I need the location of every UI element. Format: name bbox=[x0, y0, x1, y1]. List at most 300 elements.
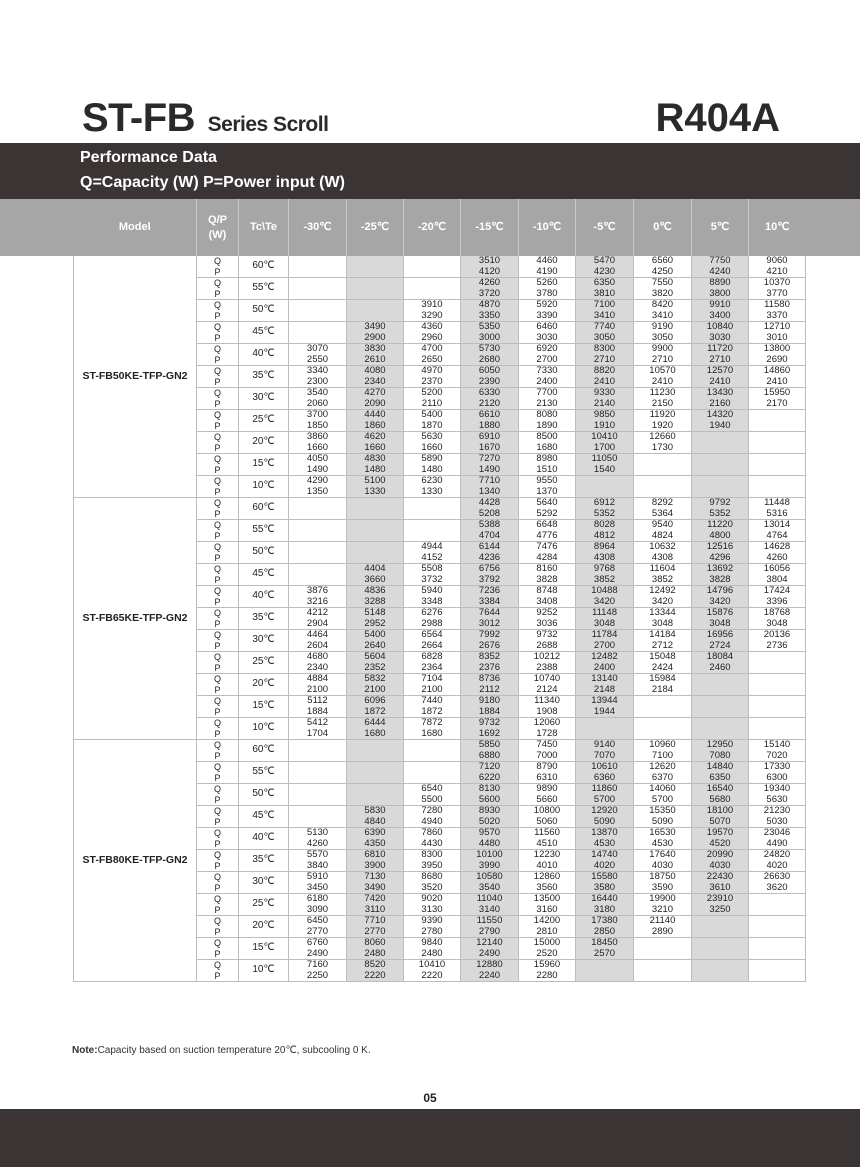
data-cell: 13014 bbox=[749, 520, 806, 531]
data-cell: 1660 bbox=[404, 443, 461, 454]
note-text: Capacity based on suction temperature 20℃, subcooling 0 K. bbox=[97, 1045, 371, 1056]
data-cell: 15350 bbox=[634, 806, 692, 817]
column-header: 5℃ bbox=[692, 199, 749, 256]
data-cell: 5112 bbox=[289, 696, 347, 707]
data-cell bbox=[289, 256, 347, 267]
data-cell: 6390 bbox=[347, 828, 404, 839]
data-cell: 7872 bbox=[404, 718, 461, 729]
data-cell: 5630 bbox=[404, 432, 461, 443]
data-cell bbox=[347, 509, 404, 520]
data-cell: 11550 bbox=[461, 916, 519, 927]
qp-label: P bbox=[197, 531, 239, 542]
data-cell: 11604 bbox=[634, 564, 692, 575]
data-cell: 9910 bbox=[692, 300, 749, 311]
data-cell: 21230 bbox=[749, 806, 806, 817]
data-cell: 9330 bbox=[576, 388, 634, 399]
data-cell: 2960 bbox=[404, 333, 461, 344]
data-cell: 5148 bbox=[347, 608, 404, 619]
data-cell bbox=[634, 938, 692, 949]
data-cell bbox=[404, 751, 461, 762]
qp-label: P bbox=[197, 399, 239, 410]
title-subtitle: Series Scroll bbox=[207, 113, 329, 136]
qp-label: P bbox=[197, 927, 239, 938]
qp-label: P bbox=[197, 553, 239, 564]
note-label: Note: bbox=[72, 1045, 98, 1056]
data-cell bbox=[347, 542, 404, 553]
data-cell bbox=[289, 498, 347, 509]
qp-label: P bbox=[197, 377, 239, 388]
data-cell: 4764 bbox=[749, 531, 806, 542]
data-cell: 3804 bbox=[749, 575, 806, 586]
data-cell: 2710 bbox=[634, 355, 692, 366]
data-cell: 7236 bbox=[461, 586, 519, 597]
data-cell bbox=[749, 685, 806, 696]
data-cell: 2410 bbox=[749, 377, 806, 388]
data-cell: 3560 bbox=[519, 883, 576, 894]
data-cell: 12620 bbox=[634, 762, 692, 773]
data-cell: 3140 bbox=[461, 905, 519, 916]
data-cell bbox=[289, 531, 347, 542]
data-cell bbox=[749, 465, 806, 476]
data-cell: 4944 bbox=[404, 542, 461, 553]
data-cell: 9060 bbox=[749, 256, 806, 267]
condensing-temp: 15℃ bbox=[239, 938, 289, 960]
condensing-temp: 55℃ bbox=[239, 278, 289, 300]
data-cell: 6810 bbox=[347, 850, 404, 861]
data-cell bbox=[749, 894, 806, 905]
qp-label: Q bbox=[197, 784, 239, 795]
data-cell bbox=[289, 806, 347, 817]
qp-label: P bbox=[197, 861, 239, 872]
data-cell: 5730 bbox=[461, 344, 519, 355]
qp-label: Q bbox=[197, 344, 239, 355]
data-cell: 8500 bbox=[519, 432, 576, 443]
data-cell: 4152 bbox=[404, 553, 461, 564]
data-cell: 6220 bbox=[461, 773, 519, 784]
data-cell bbox=[347, 531, 404, 542]
data-cell: 23046 bbox=[749, 828, 806, 839]
data-cell: 5700 bbox=[576, 795, 634, 806]
qp-label: Q bbox=[197, 652, 239, 663]
data-cell: 3130 bbox=[404, 905, 461, 916]
data-cell: 1330 bbox=[347, 487, 404, 498]
data-cell bbox=[404, 278, 461, 289]
data-cell bbox=[347, 751, 404, 762]
data-cell bbox=[692, 927, 749, 938]
data-cell bbox=[347, 520, 404, 531]
data-cell: 5640 bbox=[519, 498, 576, 509]
data-cell: 6096 bbox=[347, 696, 404, 707]
data-cell: 15950 bbox=[749, 388, 806, 399]
data-cell: 4884 bbox=[289, 674, 347, 685]
data-cell bbox=[749, 927, 806, 938]
data-cell: 3700 bbox=[289, 410, 347, 421]
data-cell: 5020 bbox=[461, 817, 519, 828]
data-cell: 5600 bbox=[461, 795, 519, 806]
data-cell: 9252 bbox=[519, 608, 576, 619]
data-cell: 5352 bbox=[692, 509, 749, 520]
model-group bbox=[74, 256, 806, 498]
data-cell: 8820 bbox=[576, 366, 634, 377]
data-cell: 10410 bbox=[404, 960, 461, 971]
data-cell: 3290 bbox=[404, 311, 461, 322]
data-cell: 4812 bbox=[576, 531, 634, 542]
data-cell: 5208 bbox=[461, 509, 519, 520]
data-cell: 9732 bbox=[461, 718, 519, 729]
data-cell: 5920 bbox=[519, 300, 576, 311]
data-cell: 7420 bbox=[347, 894, 404, 905]
data-cell bbox=[404, 531, 461, 542]
data-cell: 9020 bbox=[404, 894, 461, 905]
data-cell: 2890 bbox=[634, 927, 692, 938]
data-cell: 3780 bbox=[519, 289, 576, 300]
qp-label: Q bbox=[197, 278, 239, 289]
data-cell: 7000 bbox=[519, 751, 576, 762]
data-cell: 3540 bbox=[289, 388, 347, 399]
condensing-temp: 20℃ bbox=[239, 916, 289, 938]
qp-label: P bbox=[197, 707, 239, 718]
data-cell: 4464 bbox=[289, 630, 347, 641]
data-cell: 3860 bbox=[289, 432, 347, 443]
condensing-temp: 50℃ bbox=[239, 784, 289, 806]
condensing-temp: 35℃ bbox=[239, 850, 289, 872]
condensing-temp: 25℃ bbox=[239, 894, 289, 916]
data-cell bbox=[692, 476, 749, 487]
data-cell: 7710 bbox=[461, 476, 519, 487]
data-cell: 2130 bbox=[519, 399, 576, 410]
condensing-temp: 20℃ bbox=[239, 432, 289, 454]
data-cell: 3900 bbox=[347, 861, 404, 872]
data-cell: 3580 bbox=[576, 883, 634, 894]
data-cell bbox=[289, 300, 347, 311]
data-cell: 2676 bbox=[461, 641, 519, 652]
data-cell: 19570 bbox=[692, 828, 749, 839]
condensing-temp: 50℃ bbox=[239, 542, 289, 564]
data-cell: 5604 bbox=[347, 652, 404, 663]
data-cell: 3720 bbox=[461, 289, 519, 300]
data-cell: 17640 bbox=[634, 850, 692, 861]
data-cell: 4360 bbox=[404, 322, 461, 333]
qp-label: Q bbox=[197, 938, 239, 949]
qp-label: P bbox=[197, 421, 239, 432]
data-cell: 3490 bbox=[347, 883, 404, 894]
data-cell: 18768 bbox=[749, 608, 806, 619]
data-cell: 6610 bbox=[461, 410, 519, 421]
condensing-temp: 30℃ bbox=[239, 388, 289, 410]
data-cell: 11920 bbox=[634, 410, 692, 421]
data-cell: 4308 bbox=[576, 553, 634, 564]
data-cell bbox=[749, 949, 806, 960]
data-cell: 7550 bbox=[634, 278, 692, 289]
data-cell bbox=[576, 476, 634, 487]
data-cell: 13692 bbox=[692, 564, 749, 575]
data-cell: 4776 bbox=[519, 531, 576, 542]
data-cell: 5350 bbox=[461, 322, 519, 333]
data-cell: 4530 bbox=[576, 839, 634, 850]
data-cell: 2490 bbox=[461, 949, 519, 960]
data-cell: 13870 bbox=[576, 828, 634, 839]
data-cell: 12880 bbox=[461, 960, 519, 971]
data-cell bbox=[289, 795, 347, 806]
qp-label: P bbox=[197, 839, 239, 850]
data-cell: 1692 bbox=[461, 729, 519, 740]
data-cell: 4530 bbox=[634, 839, 692, 850]
data-cell: 2810 bbox=[519, 927, 576, 938]
data-cell bbox=[289, 751, 347, 762]
data-cell: 4490 bbox=[749, 839, 806, 850]
data-cell: 14184 bbox=[634, 630, 692, 641]
data-cell: 12140 bbox=[461, 938, 519, 949]
data-cell: 1890 bbox=[519, 421, 576, 432]
data-cell: 15048 bbox=[634, 652, 692, 663]
data-cell: 2100 bbox=[347, 685, 404, 696]
data-cell: 12060 bbox=[519, 718, 576, 729]
data-cell bbox=[749, 696, 806, 707]
data-cell: 18100 bbox=[692, 806, 749, 817]
data-cell: 6330 bbox=[461, 388, 519, 399]
data-cell: 3048 bbox=[692, 619, 749, 630]
data-cell: 2370 bbox=[404, 377, 461, 388]
performance-table bbox=[73, 199, 806, 982]
data-cell: 5400 bbox=[347, 630, 404, 641]
qp-label: P bbox=[197, 971, 239, 982]
data-cell: 13500 bbox=[519, 894, 576, 905]
data-cell bbox=[289, 740, 347, 751]
data-cell: 5830 bbox=[347, 806, 404, 817]
qp-label: Q bbox=[197, 586, 239, 597]
data-cell: 14060 bbox=[634, 784, 692, 795]
qp-label: Q bbox=[197, 762, 239, 773]
data-cell: 6444 bbox=[347, 718, 404, 729]
table-row bbox=[74, 740, 806, 751]
data-cell: 8680 bbox=[404, 872, 461, 883]
condensing-temp: 10℃ bbox=[239, 960, 289, 982]
data-cell: 3250 bbox=[692, 905, 749, 916]
data-cell: 12920 bbox=[576, 806, 634, 817]
data-cell: 3420 bbox=[692, 597, 749, 608]
data-cell: 4236 bbox=[461, 553, 519, 564]
data-cell: 7100 bbox=[634, 751, 692, 762]
qp-label: Q bbox=[197, 850, 239, 861]
data-cell bbox=[289, 564, 347, 575]
data-cell: 6920 bbox=[519, 344, 576, 355]
data-cell: 4120 bbox=[461, 267, 519, 278]
data-cell: 3950 bbox=[404, 861, 461, 872]
data-cell bbox=[576, 971, 634, 982]
condensing-temp: 15℃ bbox=[239, 454, 289, 476]
data-cell: 5630 bbox=[749, 795, 806, 806]
data-cell bbox=[289, 542, 347, 553]
data-cell: 1330 bbox=[404, 487, 461, 498]
data-cell bbox=[692, 938, 749, 949]
data-cell: 4620 bbox=[347, 432, 404, 443]
data-cell bbox=[404, 289, 461, 300]
data-cell: 6360 bbox=[576, 773, 634, 784]
data-cell bbox=[634, 960, 692, 971]
qp-label: Q bbox=[197, 410, 239, 421]
data-cell: 19900 bbox=[634, 894, 692, 905]
data-cell: 1872 bbox=[347, 707, 404, 718]
data-cell: 4520 bbox=[692, 839, 749, 850]
data-cell bbox=[289, 817, 347, 828]
data-cell bbox=[749, 476, 806, 487]
data-cell bbox=[692, 454, 749, 465]
data-cell: 15876 bbox=[692, 608, 749, 619]
condensing-temp: 25℃ bbox=[239, 410, 289, 432]
data-cell: 9792 bbox=[692, 498, 749, 509]
qp-label: Q bbox=[197, 542, 239, 553]
data-cell: 2410 bbox=[634, 377, 692, 388]
data-cell: 7476 bbox=[519, 542, 576, 553]
data-cell: 8930 bbox=[461, 806, 519, 817]
data-cell: 13944 bbox=[576, 696, 634, 707]
data-cell: 3348 bbox=[404, 597, 461, 608]
condensing-temp: 45℃ bbox=[239, 564, 289, 586]
data-cell bbox=[289, 553, 347, 564]
data-cell: 10840 bbox=[692, 322, 749, 333]
data-cell: 4840 bbox=[347, 817, 404, 828]
data-cell: 1350 bbox=[289, 487, 347, 498]
data-cell: 9840 bbox=[404, 938, 461, 949]
data-cell: 3990 bbox=[461, 861, 519, 872]
data-cell: 2280 bbox=[519, 971, 576, 982]
data-cell: 2850 bbox=[576, 927, 634, 938]
data-cell bbox=[404, 256, 461, 267]
data-cell: 5352 bbox=[576, 509, 634, 520]
qp-label: P bbox=[197, 949, 239, 960]
qp-label: Q bbox=[197, 256, 239, 267]
data-cell: 2690 bbox=[749, 355, 806, 366]
data-cell: 2680 bbox=[461, 355, 519, 366]
qp-label: P bbox=[197, 311, 239, 322]
data-cell bbox=[634, 476, 692, 487]
data-cell: 3000 bbox=[461, 333, 519, 344]
data-cell: 1700 bbox=[576, 443, 634, 454]
data-cell: 18450 bbox=[576, 938, 634, 949]
data-cell: 2640 bbox=[347, 641, 404, 652]
data-cell bbox=[634, 465, 692, 476]
data-cell: 2424 bbox=[634, 663, 692, 674]
qp-label: Q bbox=[197, 608, 239, 619]
data-cell: 2490 bbox=[289, 949, 347, 960]
data-cell: 2100 bbox=[404, 685, 461, 696]
data-cell: 6564 bbox=[404, 630, 461, 641]
data-cell bbox=[749, 432, 806, 443]
data-cell bbox=[289, 762, 347, 773]
data-cell: 8292 bbox=[634, 498, 692, 509]
data-cell: 4020 bbox=[749, 861, 806, 872]
data-cell: 2700 bbox=[576, 641, 634, 652]
footer-bar bbox=[0, 1109, 860, 1167]
data-cell: 3036 bbox=[519, 619, 576, 630]
data-cell: 3160 bbox=[519, 905, 576, 916]
data-cell: 12482 bbox=[576, 652, 634, 663]
data-cell: 5260 bbox=[519, 278, 576, 289]
data-cell: 8980 bbox=[519, 454, 576, 465]
data-cell: 2184 bbox=[634, 685, 692, 696]
qp-label: P bbox=[197, 663, 239, 674]
data-cell: 2364 bbox=[404, 663, 461, 674]
page-number: 05 bbox=[423, 1091, 437, 1105]
data-cell: 4250 bbox=[634, 267, 692, 278]
data-cell: 8352 bbox=[461, 652, 519, 663]
data-cell: 3030 bbox=[519, 333, 576, 344]
data-cell: 14740 bbox=[576, 850, 634, 861]
data-cell bbox=[692, 960, 749, 971]
qp-label: Q bbox=[197, 872, 239, 883]
data-cell bbox=[692, 718, 749, 729]
banner-subtitle: Q=Capacity (W) P=Power input (W) bbox=[80, 174, 345, 191]
data-cell: 5470 bbox=[576, 256, 634, 267]
data-cell: 2904 bbox=[289, 619, 347, 630]
data-cell bbox=[404, 509, 461, 520]
qp-label: P bbox=[197, 267, 239, 278]
qp-label: Q bbox=[197, 388, 239, 399]
data-cell: 4836 bbox=[347, 586, 404, 597]
qp-label: P bbox=[197, 619, 239, 630]
data-cell: 5412 bbox=[289, 718, 347, 729]
qp-label: Q bbox=[197, 454, 239, 465]
data-cell: 2712 bbox=[634, 641, 692, 652]
data-cell: 7160 bbox=[289, 960, 347, 971]
data-cell: 6310 bbox=[519, 773, 576, 784]
data-cell bbox=[347, 773, 404, 784]
data-cell: 2610 bbox=[347, 355, 404, 366]
condensing-temp: 10℃ bbox=[239, 718, 289, 740]
condensing-temp: 45℃ bbox=[239, 806, 289, 828]
data-cell bbox=[634, 971, 692, 982]
data-cell: 1730 bbox=[634, 443, 692, 454]
data-cell: 4296 bbox=[692, 553, 749, 564]
data-cell: 7644 bbox=[461, 608, 519, 619]
data-cell: 2480 bbox=[404, 949, 461, 960]
data-cell: 2250 bbox=[289, 971, 347, 982]
data-cell: 1680 bbox=[347, 729, 404, 740]
data-cell: 7750 bbox=[692, 256, 749, 267]
title-main: ST-FB bbox=[82, 96, 196, 140]
data-cell: 10488 bbox=[576, 586, 634, 597]
data-cell bbox=[289, 311, 347, 322]
data-cell: 2650 bbox=[404, 355, 461, 366]
data-cell: 4260 bbox=[289, 839, 347, 850]
data-cell: 4212 bbox=[289, 608, 347, 619]
data-cell: 14796 bbox=[692, 586, 749, 597]
data-cell: 2790 bbox=[461, 927, 519, 938]
data-cell bbox=[289, 575, 347, 586]
data-cell bbox=[347, 498, 404, 509]
data-cell: 5500 bbox=[404, 795, 461, 806]
data-cell: 2060 bbox=[289, 399, 347, 410]
data-cell: 5890 bbox=[404, 454, 461, 465]
data-cell: 3410 bbox=[576, 311, 634, 322]
data-cell: 1884 bbox=[289, 707, 347, 718]
data-cell: 3420 bbox=[576, 597, 634, 608]
data-cell: 8736 bbox=[461, 674, 519, 685]
data-cell: 6560 bbox=[634, 256, 692, 267]
data-cell: 3408 bbox=[519, 597, 576, 608]
data-cell: 12950 bbox=[692, 740, 749, 751]
data-cell: 5070 bbox=[692, 817, 749, 828]
condensing-temp: 35℃ bbox=[239, 608, 289, 630]
data-cell: 9570 bbox=[461, 828, 519, 839]
model-name: ST-FB65KE-TFP-GN2 bbox=[74, 498, 197, 740]
column-header: 0℃ bbox=[634, 199, 692, 256]
table-header-row bbox=[74, 199, 806, 256]
data-cell: 11560 bbox=[519, 828, 576, 839]
data-cell: 4210 bbox=[749, 267, 806, 278]
data-cell: 6460 bbox=[519, 322, 576, 333]
data-cell: 6050 bbox=[461, 366, 519, 377]
